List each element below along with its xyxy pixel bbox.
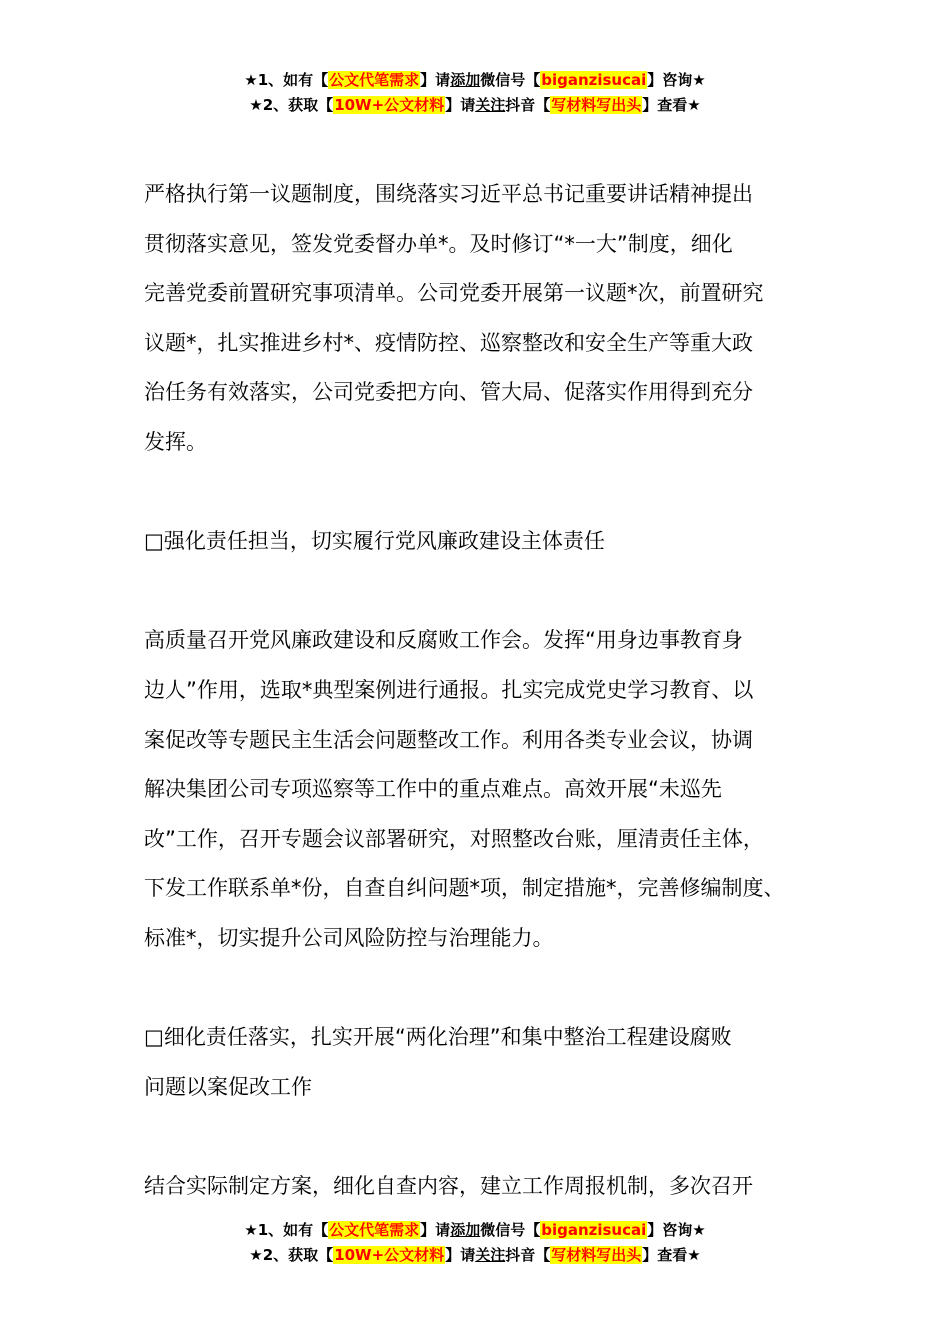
footer-banner: [0, 1218, 950, 1268]
section-heading: □强化责任担当，切实履行党风廉政建设主体责任: [144, 529, 605, 554]
para1-line: 治任务有效落实，公司党委把方向、管大局、促落实作用得到充分: [144, 380, 753, 405]
highlight-materials: 10W+公文材料: [334, 96, 445, 114]
para2-line: 边人”作用，选取*典型案例进行通报。扎实完成党史学习教育、以: [144, 677, 754, 702]
para2-line: 案促改等专题民主生活会问题整改工作。利用各类专业会议，协调: [144, 727, 753, 752]
banner-line-1: ★1、如有【公文代笔需求】请添加微信号【biganzisucai】咨询★: [244, 71, 706, 89]
para1-line: 议题*，扎实推进乡村*、疫情防控、巡察整改和安全生产等重大政: [144, 330, 753, 355]
section-heading: 问题以案促改工作: [144, 1074, 312, 1099]
paragraph-spacer: [144, 567, 834, 617]
highlight-wechat-id: biganzisucai: [541, 1221, 647, 1239]
highlight-service: 公文代笔需求: [329, 1221, 420, 1239]
para1-line: 发挥。: [144, 429, 207, 454]
highlight-douyin-account: 写材料写出头: [551, 96, 642, 114]
para1-line: 完善党委前置研究事项清单。公司党委开展第一议题*次，前置研究: [144, 281, 764, 306]
highlight-douyin-account: 写材料写出头: [551, 1246, 642, 1264]
para2-line: 下发工作联系单*份，自查自纠问题*项，制定措施*，完善修编制度、: [144, 876, 785, 901]
header-banner: [0, 68, 950, 118]
section-heading: □细化责任落实，扎实开展“两化治理”和集中整治工程建设腐败: [144, 1025, 732, 1050]
banner-line-2: ★2、获取【10W+公文材料】请关注抖音【写材料写出头】查看★: [249, 96, 701, 114]
para2-line: 解决集团公司专项巡察等工作中的重点难点。高效开展“未巡先: [144, 777, 722, 802]
para1-line: 贯彻落实意见，签发党委督办单*。及时修订“*一大”制度，细化: [144, 231, 733, 256]
para1-line: 严格执行第一议题制度，围绕落实习近平总书记重要讲话精神提出: [144, 182, 753, 206]
para2-line: 改”工作，召开专题会议部署研究，对照整改台账，厘清责任主体，: [144, 826, 764, 851]
paragraph-spacer: [144, 1112, 834, 1162]
highlight-service: 公文代笔需求: [329, 71, 420, 89]
banner-line-2: ★2、获取【10W+公文材料】请关注抖音【写材料写出头】查看★: [249, 1246, 701, 1264]
para2-line: 高质量召开党风廉政建设和反腐败工作会。发挥“用身边事教育身: [144, 628, 743, 653]
paragraph-spacer: [144, 964, 834, 1014]
paragraph-spacer: [144, 468, 834, 518]
highlight-wechat-id: biganzisucai: [541, 71, 647, 89]
banner-line-1: ★1、如有【公文代笔需求】请添加微信号【biganzisucai】咨询★: [244, 1221, 706, 1239]
document-body: [144, 170, 834, 1211]
para3-line: 结合实际制定方案，细化自查内容，建立工作周报机制，多次召开: [144, 1173, 753, 1198]
para2-line: 标准*，切实提升公司风险防控与治理能力。: [144, 925, 554, 950]
highlight-materials: 10W+公文材料: [334, 1246, 445, 1264]
